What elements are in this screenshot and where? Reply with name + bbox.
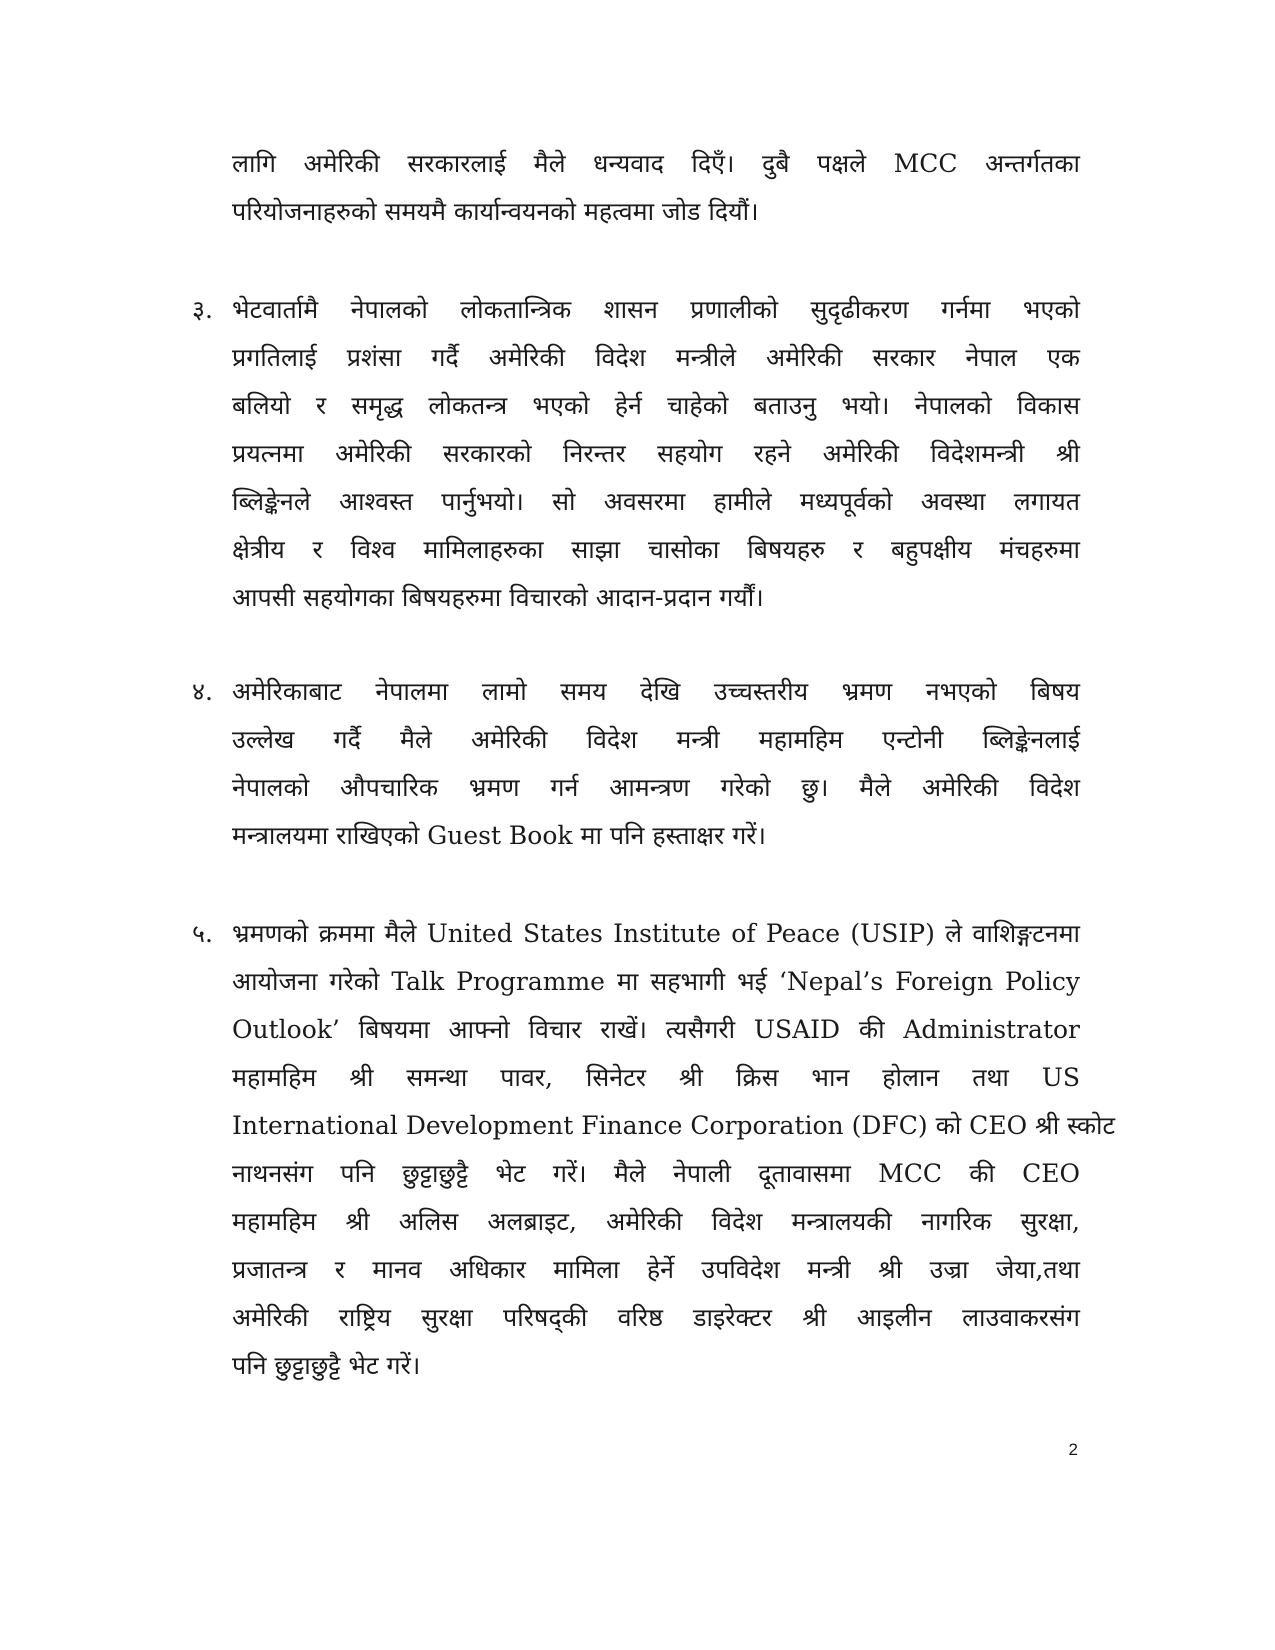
numbered-paragraph-5 [192, 910, 1116, 1390]
paragraph-line: पनि छुट्टाछुट्टै भेट गरें। [232, 1351, 421, 1380]
paragraph-line: लागि अमेरिकी सरकारलाई मैले धन्यवाद दिएँ। दुबै पक्षले MCC अन्तर्गतका [232, 149, 1080, 178]
paragraph-number: ४. [192, 677, 213, 706]
paragraph-line: प्रयत्नमा अमेरिकी सरकारको निरन्तर सहयोग रहने अमेरिकी विदेशमन्त्री श्री [232, 439, 1080, 468]
paragraph-number: ३. [192, 295, 213, 324]
paragraph-line: Outlook’ बिषयमा आफ्नो विचार राखें। त्यसैगरी USAID की Administrator [232, 1015, 1080, 1044]
paragraph-line: भेटवार्तामै नेपालको लोकतान्त्रिक शासन प्रणालीको सुदृढीकरण गर्नमा भएको [232, 295, 1080, 324]
paragraph-line: नेपालको औपचारिक भ्रमण गर्न आमन्त्रण गरेको छु। मैले अमेरिकी विदेश [232, 773, 1080, 802]
paragraph-line: महामहिम श्री अलिस अलब्राइट, अमेरिकी विदेश मन्त्रालयकी नागरिक सुरक्षा, [232, 1207, 1080, 1236]
page-number: 2 [1068, 1440, 1078, 1459]
paragraph-line: बलियो र समृद्ध लोकतन्त्र भएको हेर्न चाहेको बताउनु भयो। नेपालको विकास [232, 391, 1080, 420]
numbered-paragraph-4 [192, 668, 1080, 860]
paragraph-line: भ्रमणको क्रममा मैले United States Institute of Peace (USIP) ले वाशिङ्गटनमा [232, 919, 1080, 948]
paragraph-line: International Development Finance Corporation (DFC) को CEO श्री स्कोट [232, 1111, 1116, 1140]
paragraph-line: उल्लेख गर्दै मैले अमेरिकी विदेश मन्त्री महामहिम एन्टोनी ब्लिङ्केनलाई [232, 725, 1080, 754]
paragraph-line: अमेरिकाबाट नेपालमा लामो समय देखि उच्चस्तरीय भ्रमण नभएको बिषय [232, 677, 1080, 706]
intro-paragraph [232, 140, 1080, 236]
paragraph-line: आपसी सहयोगका बिषयहरुमा विचारको आदान-प्रदान गर्यौं। [232, 583, 764, 612]
paragraph-line: आयोजना गरेको Talk Programme मा सहभागी भई ‘Nepal’s Foreign Policy [232, 967, 1080, 996]
paragraph-number: ५. [192, 919, 213, 948]
paragraph-line: प्रजातन्त्र र मानव अधिकार मामिला हेर्ने उपविदेश मन्त्री श्री उज्रा जेया,तथा [232, 1255, 1080, 1284]
paragraph-line: अमेरिकी राष्ट्रिय सुरक्षा परिषद्की वरिष्ठ डाइरेक्टर श्री आइलीन लाउवाकरसंग [232, 1303, 1080, 1332]
paragraph-line: क्षेत्रीय र विश्व मामिलाहरुका साझा चासोका बिषयहरु र बहुपक्षीय मंचहरुमा [232, 535, 1080, 564]
paragraph-line: महामहिम श्री समन्था पावर, सिनेटर श्री क्रिस भान होलान तथा US [232, 1063, 1080, 1092]
paragraph-line: परियोजनाहरुको समयमै कार्यान्वयनको महत्वमा जोड दियौं। [232, 197, 759, 226]
paragraph-line: प्रगतिलाई प्रशंसा गर्दै अमेरिकी विदेश मन्त्रीले अमेरिकी सरकार नेपाल एक [232, 343, 1080, 372]
paragraph-line: ब्लिङ्केनले आश्वस्त पार्नुभयो। सो अवसरमा हामीले मध्यपूर्वको अवस्था लगायत [232, 487, 1080, 516]
numbered-paragraph-3 [192, 286, 1080, 622]
paragraph-line: मन्त्रालयमा राखिएको Guest Book मा पनि हस्ताक्षर गरें। [232, 821, 766, 850]
paragraph-line: नाथनसंग पनि छुट्टाछुट्टै भेट गरें। मैले नेपाली दूतावासमा MCC की CEO [232, 1159, 1080, 1188]
